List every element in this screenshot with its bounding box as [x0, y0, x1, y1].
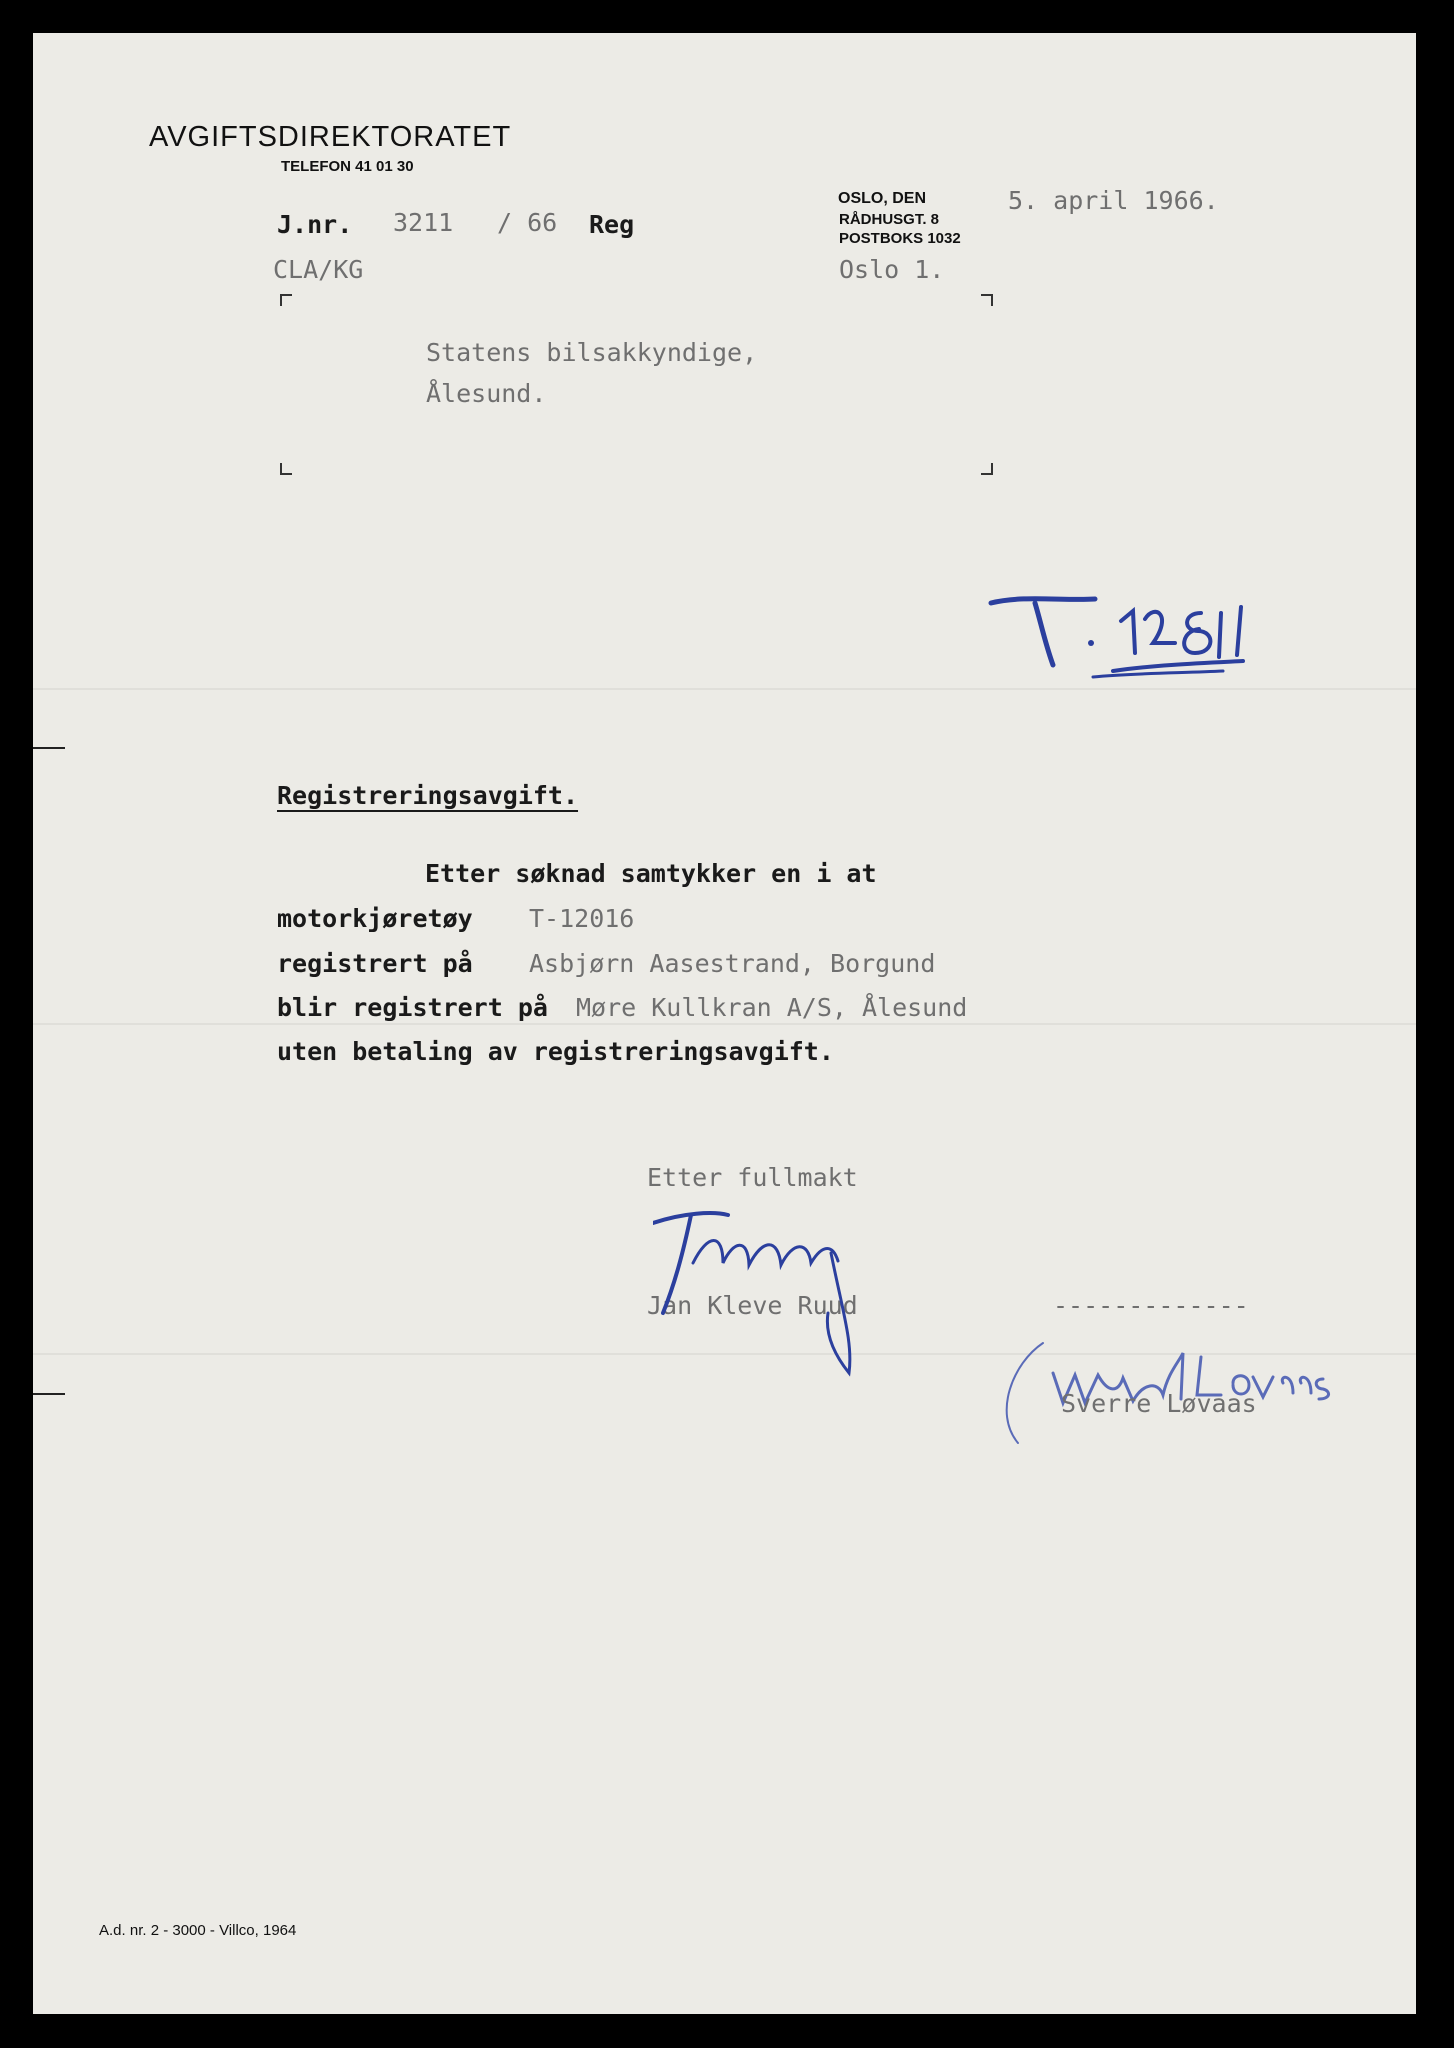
- authority-line: Etter fullmakt: [647, 1163, 858, 1192]
- signer-2-name: Sverre Løvaas: [1061, 1389, 1257, 1418]
- signer-1-name: Jan Kleve Ruud: [647, 1291, 858, 1320]
- fold-mark: [33, 1393, 65, 1395]
- street-address: RÅDHUSGT. 8: [839, 211, 940, 228]
- body-line-2-label: motorkjøretøy: [277, 904, 473, 933]
- document-page: [33, 33, 1416, 2014]
- body-line-4-label: blir registrert på: [277, 993, 548, 1022]
- address-corner-top-left: [280, 294, 292, 306]
- recipient-line-1: Statens bilsakkyndige,: [426, 338, 758, 367]
- fold-mark: [33, 747, 65, 749]
- jnr-suffix: Reg: [589, 210, 635, 239]
- city-line: Oslo 1.: [839, 255, 945, 284]
- vehicle-number: T-12016: [529, 904, 635, 933]
- fold-line: [33, 1023, 1416, 1025]
- letterhead-organization: AVGIFTSDIREKTORATET: [149, 121, 512, 153]
- signer-2-line: -------------: [1053, 1291, 1249, 1320]
- form-footer: A.d. nr. 2 - 3000 - Villco, 1964: [99, 1922, 297, 1939]
- jnr-label: J.nr.: [277, 210, 353, 239]
- jnr-number: 3211: [393, 208, 454, 237]
- recipient-line-2: Ålesund.: [426, 379, 547, 408]
- signature-1-handwriting: [653, 1193, 893, 1383]
- letter-date: 5. april 1966.: [1008, 186, 1219, 215]
- postbox-address: POSTBOKS 1032: [839, 230, 961, 247]
- body-line-1: Etter søknad samtykker en i at: [425, 859, 877, 888]
- address-corner-bottom-left: [280, 463, 292, 475]
- body-line-5: uten betaling av registreringsavgift.: [277, 1037, 834, 1066]
- new-owner: Møre Kullkran A/S, Ålesund: [576, 993, 968, 1022]
- subject-heading: Registreringsavgift.: [277, 781, 579, 810]
- fold-line: [33, 688, 1416, 690]
- address-corner-top-right: [981, 294, 993, 306]
- oslo-den: OSLO, DEN: [838, 190, 927, 207]
- reference-initials: CLA/KG: [273, 255, 364, 284]
- address-corner-bottom-right: [981, 463, 993, 475]
- previous-owner: Asbjørn Aasestrand, Borgund: [529, 949, 936, 978]
- handwritten-reference-mark: [983, 573, 1283, 683]
- body-line-3-label: registrert på: [277, 949, 473, 978]
- letterhead-telephone: TELEFON 41 01 30: [281, 158, 414, 175]
- jnr-year: / 66: [497, 208, 558, 237]
